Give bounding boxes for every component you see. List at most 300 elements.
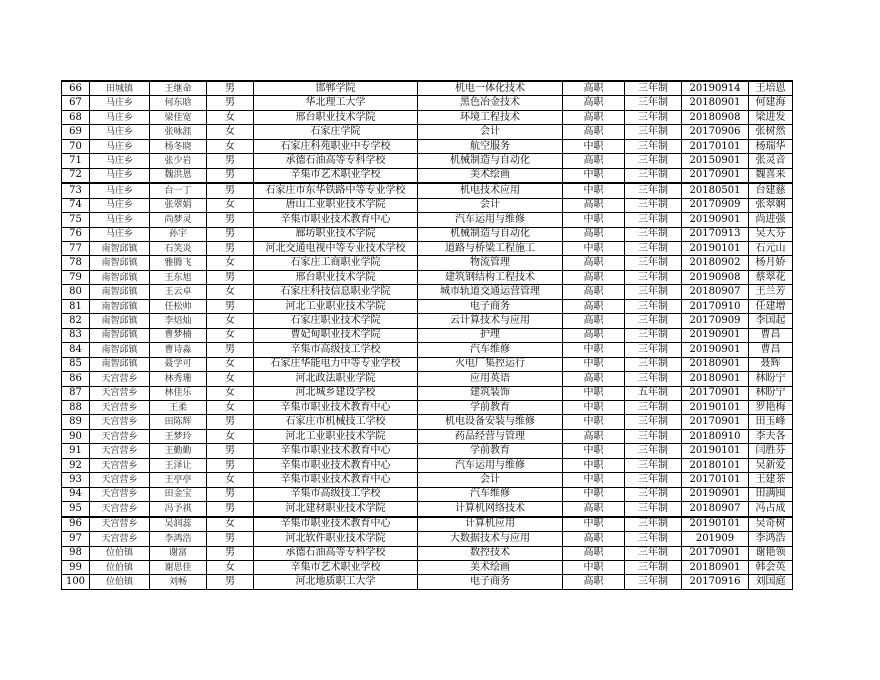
row-number-cell: 72 [62,168,90,183]
table-row [62,532,793,546]
level-cell: 高职 [563,532,625,546]
major-cell: 火电厂集控运行 [418,357,563,371]
major-cell: 机电设备安装与维修 [418,415,563,429]
school-cell: 辛集市艺术职业学校 [254,560,418,574]
town-cell: 天宫营乡 [90,517,150,532]
town-cell: 南智邱镇 [90,314,150,328]
table-row [62,343,793,357]
school-cell: 辛集市高级技工学校 [254,487,418,501]
student-name-cell: 王梦玲 [150,429,207,443]
guardian-cell: 冯占成 [749,502,793,517]
major-cell: 会计 [418,125,563,139]
gender-cell: 女 [207,560,254,574]
enroll-date-cell: 20180902 [682,256,749,270]
row-number-cell: 70 [62,139,90,153]
gender-cell: 男 [207,487,254,501]
enroll-date-cell: 20190914 [682,81,749,96]
student-name-cell: 谢思佳 [150,560,207,574]
table-row [62,575,793,589]
enroll-date-cell: 20170101 [682,139,749,153]
row-number-cell: 81 [62,299,90,313]
major-cell: 美术绘画 [418,560,563,574]
guardian-cell: 田满囤 [749,487,793,501]
duration-cell: 三年制 [625,270,682,284]
level-cell: 高职 [563,110,625,124]
enroll-date-cell: 20190901 [682,328,749,342]
duration-cell: 三年制 [625,125,682,139]
level-cell: 中职 [563,213,625,227]
town-cell: 南智邱镇 [90,357,150,371]
duration-cell: 三年制 [625,285,682,299]
school-cell: 曹妃甸职业技术学院 [254,328,418,342]
gender-cell: 男 [207,343,254,357]
level-cell: 中职 [563,458,625,472]
gender-cell: 男 [207,415,254,429]
town-cell: 田城镇 [90,81,150,96]
major-cell: 护理 [418,328,563,342]
table-row [62,110,793,124]
town-cell: 马庄乡 [90,125,150,139]
table-row [62,517,793,532]
row-number-cell: 86 [62,372,90,386]
row-number-cell: 66 [62,81,90,96]
gender-cell: 女 [207,256,254,270]
guardian-cell: 何建海 [749,96,793,110]
gender-cell: 男 [207,154,254,168]
gender-cell: 男 [207,227,254,241]
major-cell: 汽车维修 [418,487,563,501]
student-name-cell: 杨冬晓 [150,139,207,153]
gender-cell: 男 [207,458,254,472]
gender-cell: 男 [207,575,254,589]
table-row [62,139,793,153]
gender-cell: 男 [207,81,254,96]
town-cell: 马庄乡 [90,110,150,124]
school-cell: 廊坊职业技术学院 [254,227,418,241]
enroll-date-cell: 20170101 [682,473,749,487]
row-number-cell: 89 [62,415,90,429]
duration-cell: 三年制 [625,487,682,501]
town-cell: 天宫营乡 [90,532,150,546]
row-number-cell: 100 [62,575,90,589]
gender-cell: 男 [207,168,254,183]
guardian-cell: 王建茶 [749,473,793,487]
duration-cell: 三年制 [625,96,682,110]
major-cell: 计算机应用 [418,517,563,532]
school-cell: 石家庄科技信息职业学院 [254,285,418,299]
student-name-cell: 王云卓 [150,285,207,299]
guardian-cell: 林盼宁 [749,386,793,400]
school-cell: 辛集市职业技术教育中心 [254,517,418,532]
duration-cell: 三年制 [625,343,682,357]
guardian-cell: 吴大芬 [749,227,793,241]
row-number-cell: 69 [62,125,90,139]
major-cell: 航空服务 [418,139,563,153]
row-number-cell: 84 [62,343,90,357]
table-row [62,183,793,198]
level-cell: 高职 [563,125,625,139]
level-cell: 中职 [563,415,625,429]
level-cell: 高职 [563,81,625,96]
row-number-cell: 82 [62,314,90,328]
row-number-cell: 79 [62,270,90,284]
duration-cell: 三年制 [625,400,682,414]
duration-cell: 三年制 [625,502,682,517]
level-cell: 中职 [563,241,625,255]
level-cell: 中职 [563,517,625,532]
row-number-cell: 74 [62,198,90,212]
level-cell: 中职 [563,473,625,487]
student-name-cell: 魏洪恩 [150,168,207,183]
duration-cell: 三年制 [625,546,682,560]
town-cell: 天宫营乡 [90,415,150,429]
guardian-cell: 林盼宁 [749,372,793,386]
enroll-date-cell: 20170901 [682,546,749,560]
guardian-cell: 聂辉 [749,357,793,371]
enroll-date-cell: 20190908 [682,270,749,284]
major-cell: 数控技术 [418,546,563,560]
major-cell: 建筑钢结构工程技术 [418,270,563,284]
school-cell: 石家庄工商职业学院 [254,256,418,270]
table-row [62,502,793,517]
school-cell: 石家庄市机械技工学校 [254,415,418,429]
guardian-cell: 李夫各 [749,429,793,443]
row-number-cell: 90 [62,429,90,443]
gender-cell: 男 [207,183,254,198]
town-cell: 马庄乡 [90,168,150,183]
enroll-date-cell: 20180901 [682,372,749,386]
town-cell: 南智邱镇 [90,328,150,342]
enroll-date-cell: 20180908 [682,110,749,124]
duration-cell: 三年制 [625,415,682,429]
duration-cell: 三年制 [625,183,682,198]
enroll-date-cell: 20170906 [682,125,749,139]
gender-cell: 男 [207,532,254,546]
level-cell: 高职 [563,154,625,168]
enroll-date-cell: 20190101 [682,400,749,414]
student-name-cell: 李焙灿 [150,314,207,328]
row-number-cell: 68 [62,110,90,124]
duration-cell: 三年制 [625,139,682,153]
enroll-date-cell: 20170901 [682,386,749,400]
table-row [62,154,793,168]
enroll-date-cell: 20170901 [682,168,749,183]
guardian-cell: 张树然 [749,125,793,139]
guardian-cell: 王兰芳 [749,285,793,299]
school-cell: 承德石油高等专科学校 [254,546,418,560]
major-cell: 汽车维修 [418,343,563,357]
enroll-date-cell: 20180901 [682,560,749,574]
guardian-cell: 吴奇树 [749,517,793,532]
school-cell: 河北工业职业技术学院 [254,299,418,313]
gender-cell: 男 [207,444,254,458]
major-cell: 美术绘画 [418,168,563,183]
table-row [62,270,793,284]
enroll-date-cell: 20170909 [682,198,749,212]
school-cell: 石家庄华能电力中等专业学校 [254,357,418,371]
student-name-cell: 曹梦楠 [150,328,207,342]
major-cell: 学前教育 [418,444,563,458]
duration-cell: 五年制 [625,386,682,400]
guardian-cell: 李鸿浩 [749,532,793,546]
level-cell: 高职 [563,198,625,212]
level-cell: 中职 [563,400,625,414]
town-cell: 天宫营乡 [90,444,150,458]
row-number-cell: 76 [62,227,90,241]
major-cell: 道路与桥梁工程施工 [418,241,563,255]
guardian-cell: 曹昌 [749,343,793,357]
row-number-cell: 67 [62,96,90,110]
table-row [62,415,793,429]
school-cell: 辛集市职业技术教育中心 [254,458,418,472]
student-name-cell: 石笑炎 [150,241,207,255]
guardian-cell: 闫胜芬 [749,444,793,458]
level-cell: 中职 [563,168,625,183]
level-cell: 高职 [563,328,625,342]
gender-cell: 女 [207,139,254,153]
student-name-cell: 李鸿浩 [150,532,207,546]
table-row [62,473,793,487]
enroll-date-cell: 20170910 [682,299,749,313]
duration-cell: 三年制 [625,213,682,227]
row-number-cell: 80 [62,285,90,299]
table-row [62,400,793,414]
table-row [62,213,793,227]
student-name-cell: 林秀珊 [150,372,207,386]
level-cell: 高职 [563,270,625,284]
gender-cell: 女 [207,110,254,124]
enroll-date-cell: 20190901 [682,343,749,357]
town-cell: 天宫营乡 [90,473,150,487]
school-cell: 邢台职业技术学院 [254,270,418,284]
table-row [62,299,793,313]
level-cell: 高职 [563,227,625,241]
major-cell: 汽车运用与维修 [418,458,563,472]
level-cell: 中职 [563,139,625,153]
student-name-cell: 王柔 [150,400,207,414]
table-row [62,357,793,371]
level-cell: 中职 [563,343,625,357]
enroll-date-cell: 20180907 [682,285,749,299]
level-cell: 高职 [563,429,625,443]
school-cell: 河北城乡建设学校 [254,386,418,400]
town-cell: 天宫营乡 [90,386,150,400]
level-cell: 高职 [563,502,625,517]
major-cell: 云计算技术与应用 [418,314,563,328]
gender-cell: 男 [207,96,254,110]
major-cell: 城市轨道交通运营管理 [418,285,563,299]
student-name-cell: 孙宇 [150,227,207,241]
table-row [62,314,793,328]
student-name-cell: 王继命 [150,81,207,96]
duration-cell: 三年制 [625,575,682,589]
student-name-cell: 王勤勤 [150,444,207,458]
guardian-cell: 韩会英 [749,560,793,574]
student-name-cell: 王东旭 [150,270,207,284]
table-row [62,372,793,386]
level-cell: 中职 [563,444,625,458]
row-number-cell: 77 [62,241,90,255]
row-number-cell: 97 [62,532,90,546]
guardian-cell: 台建慈 [749,183,793,198]
major-cell: 物流管理 [418,256,563,270]
table-row [62,256,793,270]
enroll-date-cell: 20180910 [682,429,749,443]
row-number-cell: 87 [62,386,90,400]
duration-cell: 三年制 [625,473,682,487]
student-name-cell: 吴润蕊 [150,517,207,532]
table-row [62,198,793,212]
level-cell: 高职 [563,575,625,589]
town-cell: 南智邱镇 [90,256,150,270]
guardian-cell: 刘国庭 [749,575,793,589]
level-cell: 高职 [563,256,625,270]
school-cell: 河北软件职业技术学院 [254,532,418,546]
enroll-date-cell: 201909 [682,532,749,546]
enroll-date-cell: 20190901 [682,213,749,227]
major-cell: 黑色冶金技术 [418,96,563,110]
major-cell: 环境工程技术 [418,110,563,124]
major-cell: 机械制造与自动化 [418,154,563,168]
gender-cell: 女 [207,517,254,532]
school-cell: 河北建材职业技术学院 [254,502,418,517]
duration-cell: 三年制 [625,154,682,168]
row-number-cell: 83 [62,328,90,342]
row-number-cell: 73 [62,183,90,198]
town-cell: 天宫营乡 [90,502,150,517]
table-row [62,285,793,299]
duration-cell: 三年制 [625,532,682,546]
duration-cell: 三年制 [625,256,682,270]
level-cell: 中职 [563,357,625,371]
school-cell: 河北交通电视中等专业技术学校 [254,241,418,255]
town-cell: 南智邱镇 [90,299,150,313]
school-cell: 辛集市职业技术教育中心 [254,400,418,414]
school-cell: 承德石油高等专科学校 [254,154,418,168]
duration-cell: 三年制 [625,314,682,328]
duration-cell: 三年制 [625,227,682,241]
duration-cell: 三年制 [625,81,682,96]
student-name-cell: 聂学可 [150,357,207,371]
gender-cell: 女 [207,314,254,328]
guardian-cell: 魏喜来 [749,168,793,183]
enroll-date-cell: 20190101 [682,444,749,458]
town-cell: 南智邱镇 [90,241,150,255]
town-cell: 马庄乡 [90,227,150,241]
duration-cell: 三年制 [625,458,682,472]
town-cell: 马庄乡 [90,198,150,212]
major-cell: 电子商务 [418,299,563,313]
school-cell: 河北工业职业技术学院 [254,429,418,443]
spreadsheet-table [61,80,793,590]
enroll-date-cell: 20170913 [682,227,749,241]
town-cell: 位伯镇 [90,575,150,589]
major-cell: 机械制造与自动化 [418,227,563,241]
level-cell: 中职 [563,183,625,198]
enroll-date-cell: 20170901 [682,415,749,429]
duration-cell: 三年制 [625,241,682,255]
school-cell: 辛集市职业技术教育中心 [254,473,418,487]
gender-cell: 男 [207,502,254,517]
level-cell: 中职 [563,487,625,501]
major-cell: 机电一体化技术 [418,81,563,96]
enroll-date-cell: 20190101 [682,241,749,255]
guardian-cell: 梁进发 [749,110,793,124]
guardian-cell: 田玉峰 [749,415,793,429]
gender-cell: 男 [207,213,254,227]
table-row [62,241,793,255]
guardian-cell: 杨瑞华 [749,139,793,153]
gender-cell: 男 [207,299,254,313]
enroll-date-cell: 20190901 [682,487,749,501]
duration-cell: 三年制 [625,110,682,124]
school-cell: 石家庄职业技术学院 [254,314,418,328]
guardian-cell: 曹昌 [749,328,793,342]
school-cell: 辛集市艺术职业学校 [254,168,418,183]
duration-cell: 三年制 [625,517,682,532]
major-cell: 计算机网络技术 [418,502,563,517]
table-row [62,386,793,400]
student-name-cell: 王泽让 [150,458,207,472]
gender-cell: 女 [207,473,254,487]
duration-cell: 三年制 [625,429,682,443]
enroll-date-cell: 20180101 [682,458,749,472]
duration-cell: 三年制 [625,357,682,371]
enroll-date-cell: 20180901 [682,96,749,110]
level-cell: 高职 [563,546,625,560]
duration-cell: 三年制 [625,198,682,212]
school-cell: 华北理工大学 [254,96,418,110]
major-cell: 电子商务 [418,575,563,589]
enroll-date-cell: 20190101 [682,517,749,532]
level-cell: 中职 [563,560,625,574]
major-cell: 会计 [418,473,563,487]
row-number-cell: 93 [62,473,90,487]
row-number-cell: 99 [62,560,90,574]
guardian-cell: 石元山 [749,241,793,255]
table-row [62,546,793,560]
town-cell: 南智邱镇 [90,285,150,299]
guardian-cell: 罗艳梅 [749,400,793,414]
table-row [62,96,793,110]
table-row [62,487,793,501]
row-number-cell: 71 [62,154,90,168]
level-cell: 高职 [563,372,625,386]
school-cell: 河北地质职工大学 [254,575,418,589]
enroll-date-cell: 20150901 [682,154,749,168]
town-cell: 马庄乡 [90,154,150,168]
school-cell: 唐山工业职业技术学院 [254,198,418,212]
school-cell: 邯郸学院 [254,81,418,96]
row-number-cell: 94 [62,487,90,501]
gender-cell: 女 [207,285,254,299]
gender-cell: 女 [207,372,254,386]
table-row [62,560,793,574]
student-name-cell: 林佳乐 [150,386,207,400]
gender-cell: 女 [207,125,254,139]
table-row [62,444,793,458]
major-cell: 机电技术应用 [418,183,563,198]
student-name-cell: 刘畅 [150,575,207,589]
student-name-cell: 张翠娟 [150,198,207,212]
table-row [62,429,793,443]
level-cell: 高职 [563,96,625,110]
gender-cell: 女 [207,198,254,212]
row-number-cell: 91 [62,444,90,458]
enroll-date-cell: 20180907 [682,502,749,517]
duration-cell: 三年制 [625,560,682,574]
student-name-cell: 田金宝 [150,487,207,501]
